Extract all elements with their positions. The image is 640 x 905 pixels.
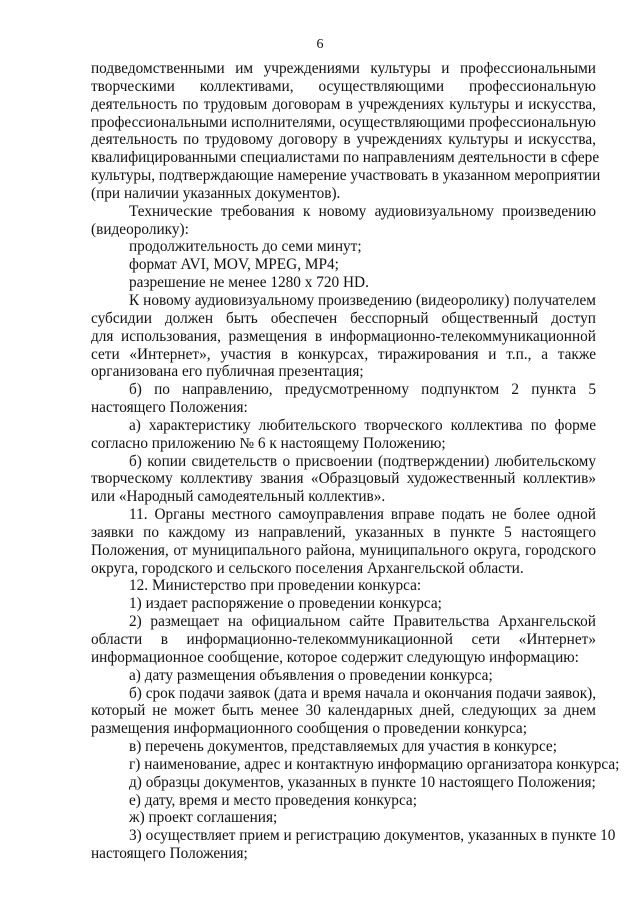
text-line: б) копии свидетельств о присвоении (подтверждении) любительскому	[129, 452, 596, 470]
text-line: 1) издает распоряжение о проведении конкурса;	[129, 595, 442, 613]
text-line: а) дату размещения объявления о проведении конкурса;	[129, 666, 493, 684]
text-line: в) перечень документов, представляемых для участия в конкурсе;	[129, 738, 557, 756]
text-line: (при наличии указанных документов).	[91, 184, 341, 202]
page-number: 6	[316, 37, 324, 52]
text-line: настоящего Положения:	[91, 399, 248, 417]
text-line: квалифицированными специалистами по направлениям деятельности в сфере	[91, 149, 600, 167]
text-line: ж) проект соглашения;	[129, 809, 278, 827]
text-line: 2) размещает на официальном сайте Правительства Архангельской	[129, 613, 596, 631]
text-line: г) наименование, адрес и контактную информацию организатора конкурса;	[129, 755, 620, 773]
text-line: подведомственными им учреждениями культуры и профессиональными	[91, 60, 596, 77]
text-line: профессиональными исполнителями, осуществляющими профессиональную	[91, 113, 596, 131]
text-line: сети «Интернет», участия в конкурсах, тиражирования и т.п., а также	[91, 345, 596, 363]
text-line: согласно приложению № 6 к настоящему Положению;	[91, 434, 446, 452]
text-line: Положения, от муниципального района, муниципального округа, городского	[91, 541, 596, 559]
text-line: для использования, размещения в информационно-телекоммуникационной	[91, 327, 596, 345]
text-line: заявки по каждому из направлений, указанных в пункте 5 настоящего	[91, 523, 596, 541]
text-line: а) характеристику любительского творческого коллектива по форме	[129, 416, 596, 434]
text-line: культуры, подтверждающие намерение участвовать в указанном мероприятии	[91, 167, 601, 185]
text-line: 12. Министерство при проведении конкурса:	[129, 577, 422, 595]
text-line: б) по направлению, предусмотренному подпунктом 2 пункта 5	[129, 381, 596, 399]
text-line: разрешение не менее 1280 х 720 HD.	[129, 274, 369, 292]
text-line: (видеоролику):	[91, 220, 189, 238]
text-line: организована его публичная презентация;	[91, 363, 364, 381]
text-line: настоящего Положения;	[91, 845, 248, 863]
text-line: продолжительность до семи минут;	[129, 238, 362, 256]
text-line: который не может быть менее 30 календарных дней, следующих за днем	[91, 702, 596, 720]
text-line: размещения информационного сообщения о проведении конкурса;	[91, 720, 527, 738]
text-line: е) дату, время и место проведения конкурса;	[129, 791, 417, 809]
text-line: субсидии должен быть обеспечен бесспорный общественный доступ	[91, 309, 596, 327]
text-line: 3) осуществляет прием и регистрацию документов, указанных в пункте 10	[129, 827, 616, 845]
text-line: 11. Органы местного самоуправления вправе подать не более одной	[129, 506, 596, 524]
document-body	[91, 60, 620, 863]
text-line: информационное сообщение, которое содержит следующую информацию:	[91, 648, 579, 666]
text-line: б) срок подачи заявок (дата и время начала и окончания подачи заявок),	[129, 684, 597, 702]
text-line: области в информационно-телекоммуникационной сети «Интернет»	[91, 631, 596, 648]
text-line: деятельность по трудовому договору в учреждениях культуры и искусства,	[91, 131, 596, 149]
text-line: деятельность по трудовым договорам в учреждениях культуры и искусства,	[91, 95, 596, 113]
text-line: округа, городского и сельского поселения Архангельской области.	[91, 559, 524, 577]
text-line: творческому коллективу звания «Образцовый художественный коллектив»	[91, 470, 596, 488]
text-line: Технические требования к новому аудиовизуальному произведению	[129, 202, 596, 220]
text-line: д) образцы документов, указанных в пункте 10 настоящего Положения;	[129, 773, 596, 791]
text-line: К новому аудиовизуальному произведению (видеоролику) получателем	[129, 291, 596, 309]
text-line: творческими коллективами, осуществляющими профессиональную	[91, 77, 596, 95]
text-line: или «Народный самодеятельный коллектив».	[91, 488, 386, 506]
text-line: формат AVI, MOV, MPEG, MP4;	[129, 256, 339, 274]
